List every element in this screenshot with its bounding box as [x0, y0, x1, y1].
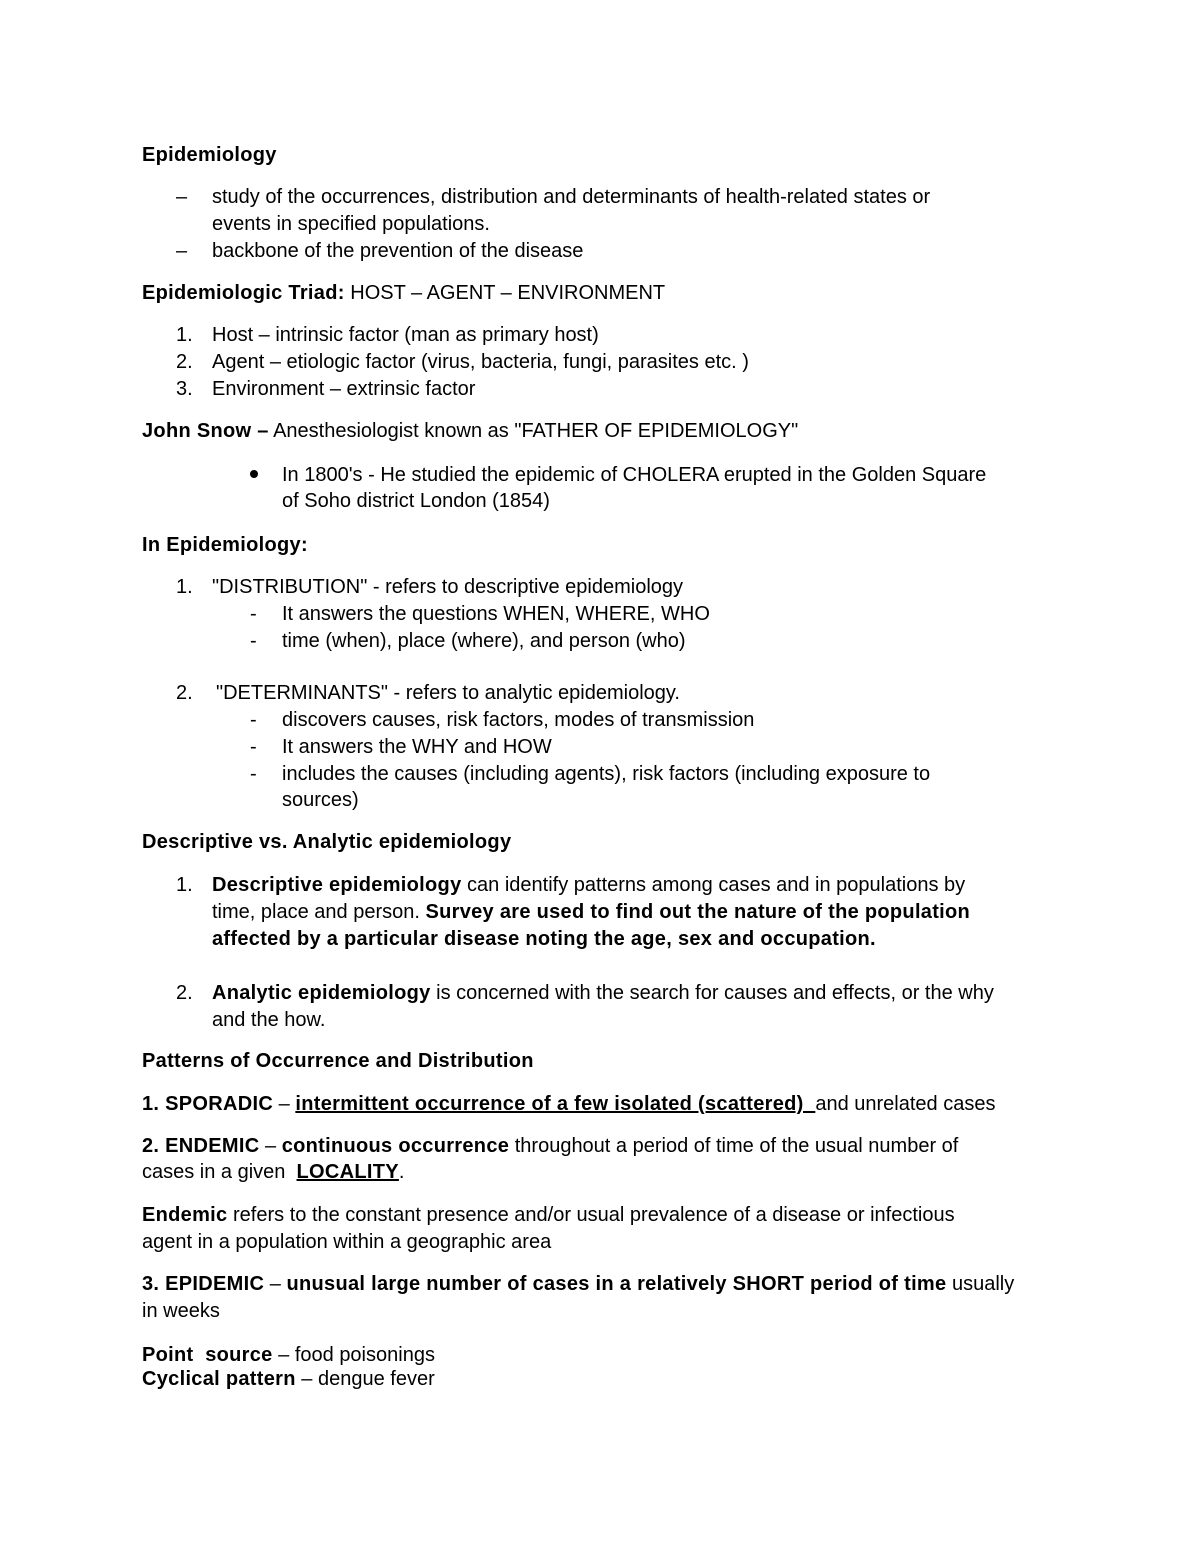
epidemic-line-2: in weeks	[142, 1300, 220, 1322]
definition-line-1: study of the occurrences, distribution and determinants of health-related states or	[212, 186, 931, 208]
sporadic-dash: –	[273, 1093, 296, 1115]
sub-dash: -	[250, 603, 257, 625]
sporadic-underlined: intermittent occurrence of a few isolated (scattered)	[295, 1093, 816, 1115]
list-number: 2.	[176, 351, 193, 373]
heading-in-epidemiology: In Epidemiology:	[142, 534, 308, 556]
distribution-sub-1: It answers the questions WHEN, WHERE, WHO	[282, 603, 710, 625]
endemic-definition-line-2: agent in a population within a geographic area	[142, 1231, 552, 1253]
descriptive-term: Descriptive epidemiology	[212, 874, 462, 896]
dash-marker: –	[176, 186, 188, 208]
endemic-def-text: refers to the constant presence and/or usual prevalence of a disease or infectious	[227, 1204, 955, 1226]
endemic-dash: –	[259, 1135, 282, 1157]
list-number: 2.	[176, 982, 193, 1004]
definition-line-3: backbone of the prevention of the disease	[212, 240, 584, 262]
analytic-line-1	[212, 981, 994, 1005]
epidemic-line-1	[142, 1272, 1014, 1296]
descriptive-line-3: affected by a particular disease noting the age, sex and occupation.	[212, 928, 876, 950]
descriptive-text: can identify patterns among cases and in populations by	[461, 874, 966, 896]
determinants-sub-3: includes the causes (including agents), risk factors (including exposure to	[282, 763, 931, 785]
heading-descriptive-vs-analytic: Descriptive vs. Analytic epidemiology	[142, 831, 512, 853]
analytic-term: Analytic epidemiology	[212, 982, 431, 1004]
distribution-item: "DISTRIBUTION" - refers to descriptive epidemiology	[212, 576, 684, 598]
endemic-rest: throughout a period of time of the usual number of	[509, 1135, 959, 1157]
endemic-locality: LOCALITY	[296, 1161, 399, 1183]
determinants-sub-3-cont: sources)	[282, 789, 359, 811]
john-snow-label: John Snow –	[142, 420, 269, 442]
descriptive-line-2	[212, 900, 970, 924]
descriptive-text-2: time, place and person.	[212, 901, 426, 923]
sporadic-line	[142, 1092, 995, 1116]
triad-heading	[142, 281, 665, 305]
triad-item-environment: Environment – extrinsic factor	[212, 378, 476, 400]
sporadic-rest: and unrelated cases	[815, 1093, 996, 1115]
point-source-text: – food poisonings	[272, 1344, 435, 1366]
triad-item-agent: Agent – etiologic factor (virus, bacteria, fungi, parasites etc. )	[212, 351, 749, 373]
endemic-definition-line-1	[142, 1203, 955, 1227]
epidemic-label: 3. EPIDEMIC	[142, 1273, 265, 1295]
triad-text: HOST – AGENT – ENVIRONMENT	[344, 282, 666, 304]
john-snow-bullet-line-1: In 1800's - He studied the epidemic of CHOLERA erupted in the Golden Square	[282, 464, 987, 486]
epidemic-dash: –	[264, 1273, 287, 1295]
definition-line-2: events in specified populations.	[212, 213, 490, 235]
descriptive-line-1	[212, 873, 965, 897]
bullet-icon	[250, 470, 258, 478]
analytic-line-2: and the how.	[212, 1009, 326, 1031]
list-number: 2.	[176, 682, 193, 704]
triad-item-host: Host – intrinsic factor (man as primary host)	[212, 324, 599, 346]
list-number: 1.	[176, 576, 193, 598]
endemic-label: 2. ENDEMIC	[142, 1135, 260, 1157]
endemic-line-2	[142, 1160, 404, 1184]
sub-dash: -	[250, 763, 257, 785]
list-number: 1.	[176, 874, 193, 896]
cyclical-text: – dengue fever	[295, 1368, 435, 1390]
dash-marker: –	[176, 240, 188, 262]
sub-dash: -	[250, 709, 257, 731]
epidemic-rest: usually	[946, 1273, 1015, 1295]
endemic-text-2: cases in a given	[142, 1161, 297, 1183]
point-source-term: Point source	[142, 1344, 273, 1366]
analytic-text: is concerned with the search for causes and effects, or the why	[430, 982, 994, 1004]
descriptive-bold-2: Survey are used to find out the nature of the population	[425, 901, 971, 923]
sub-dash: -	[250, 630, 257, 652]
john-snow-line	[142, 419, 798, 443]
endemic-period: .	[398, 1161, 405, 1183]
triad-label: Epidemiologic Triad:	[142, 282, 345, 304]
determinants-sub-1: discovers causes, risk factors, modes of transmission	[282, 709, 755, 731]
epidemic-bold: unusual large number of cases in a relatively SHORT period of time	[286, 1273, 947, 1295]
cyclical-term: Cyclical pattern	[142, 1368, 296, 1390]
list-number: 1.	[176, 324, 193, 346]
heading-patterns: Patterns of Occurrence and Distribution	[142, 1050, 534, 1072]
point-source-line	[142, 1343, 435, 1367]
sporadic-label: 1. SPORADIC	[142, 1093, 274, 1115]
endemic-line-1	[142, 1134, 958, 1158]
john-snow-bullet-line-2: of Soho district London (1854)	[282, 490, 550, 512]
heading-epidemiology: Epidemiology	[142, 144, 277, 166]
determinants-item: "DETERMINANTS" - refers to analytic epidemiology.	[216, 682, 680, 704]
list-number: 3.	[176, 378, 193, 400]
distribution-sub-2: time (when), place (where), and person (who)	[282, 630, 686, 652]
determinants-sub-2: It answers the WHY and HOW	[282, 736, 552, 758]
cyclical-pattern-line	[142, 1367, 435, 1391]
john-snow-text: Anesthesiologist known as "FATHER OF EPIDEMIOLOGY"	[268, 420, 799, 442]
endemic-bold: continuous occurrence	[281, 1135, 510, 1157]
sub-dash: -	[250, 736, 257, 758]
endemic-def-term: Endemic	[142, 1204, 228, 1226]
